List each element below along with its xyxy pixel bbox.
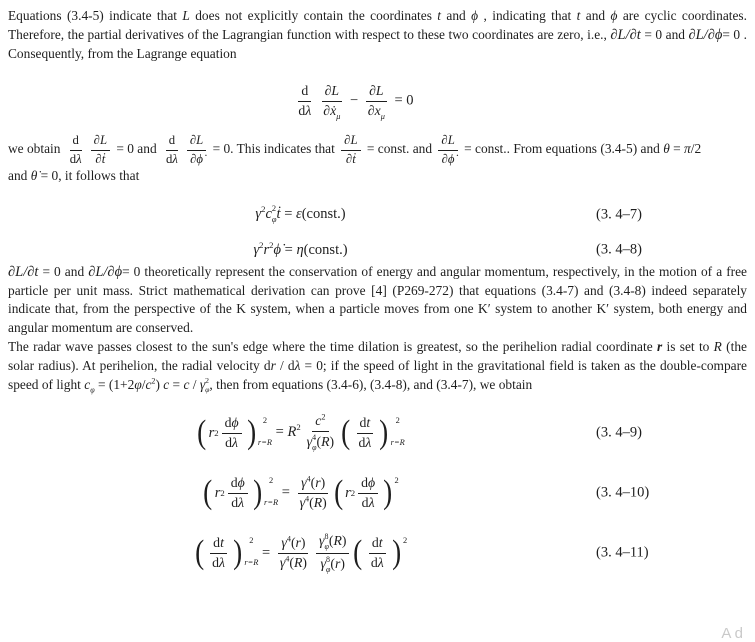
- paragraph-cyclic-coordinates: Equations (3.4-5) indicate that L does not explicitly contain the coordinates t and ϕ , indicating that t and ϕ are cyclic coordinates. Therefore, the partial derivatives of the Lagrangian function with respect to these two coordinates are zero, i.e., ∂L/∂t = 0 and ∂L/∂ϕ= 0 . Consequently, from the Lagrange equation: [8, 8, 747, 61]
- equation-3-4-9: [8, 407, 747, 459]
- paragraph-it-follows: and θ̇ = 0, it follows that: [8, 167, 140, 183]
- equation-label-3-4-11: (3. 4–11): [596, 544, 649, 561]
- equation-3-4-10-body: ( r 2 $\frac{d\phi}{d\lambda}$ ) 2 r=R = $\frac{\gamma^4(r)}{\gamma^4(R)}$ ( r 2 $\frac{d\phi}{d\lambda}$ ) 2: [203, 474, 399, 512]
- equation-3-4-8: [8, 237, 747, 263]
- equation-label-3-4-8: (3. 4–8): [596, 241, 642, 258]
- equation-3-4-7-body: $\gamma^2c$ 2 φ ṫ = ε(const.): [255, 204, 346, 224]
- paragraph-radar-wave: The radar wave passes closest to the sun's edge where the time dilation is greatest, so the perihelion radial coordinate r is set to R (the solar radius). At perihelion, the radial velocity dr / dλ = 0; if the speed of light in the gravitational field is taken as the double-compare speed of light $c_\varphi = (1+2\varphi/c^2) c = c / \gamma$ 2 φ , then from equations (3.4-6), (3.4-8), and (3.4-7), we obtain: [8, 338, 747, 395]
- equation-3-4-11-body: ( $\frac{dt}{d\lambda}$ ) 2 r=R = $\frac{\gamma^4(r)}{\gamma^4(R)}$ γ 8 φ (R) γ 8 φ (r) ( $\frac{dt}{d\lambda}$ ) 2: [194, 531, 408, 574]
- equation-3-4-8-body: $\gamma^2r^2\phi̇$ = η(const.): [253, 239, 348, 258]
- equation-3-4-11: [8, 527, 747, 579]
- page-corner-artifact: A d: [721, 625, 743, 642]
- equation-lagrange: [8, 79, 747, 123]
- equation-label-3-4-10: (3. 4–10): [596, 484, 650, 501]
- paragraph-conservation: ∂L/∂t = 0 and ∂L/∂ϕ= 0 theoretically represent the conservation of energy and angular momentum, respectively, in the motion of a free particle per unit mass. Strict mathematical derivation can prove [4] (P269-272) that equations (3.4-7) and (3.4-8) indeed separately indicate that, from the perspective of the K system, when a particle moves from one K′ system to another K′ system, both energy and angular momentum are conserved.: [8, 263, 747, 336]
- equation-3-4-9-body: ( r 2 $\frac{d\phi}{d\lambda}$ ) 2 r=R = $R^2$ $c^2$ γ 4 φ (R) ( $\frac{dt}{d\lambda}$ ) 2 r=R: [197, 412, 405, 452]
- equation-3-4-10: [8, 467, 747, 519]
- equation-3-4-7: [8, 202, 747, 228]
- equation-label-3-4-9: (3. 4–9): [596, 424, 642, 441]
- equation-lagrange-body: $\frac{d}{d\lambda}$ $\frac{\partial L}{\partial ẋ_\mu}$ − $\frac{\partial L}{\partial x_\mu}$ = 0: [298, 83, 414, 121]
- equation-label-3-4-7: (3. 4–7): [596, 206, 642, 223]
- paragraph-we-obtain: we obtain $\frac{d}{d\lambda}$ $\frac{\partial L}{\text{∂ṫ}}$ = 0 and $\frac{d}{d\lambda}$ $\frac{\partial L}{\partial\phi̇}$ = 0. This indicates that $\frac{\partial L}{\text{∂ṫ}}$ = const. and $\frac{\partial L}{\partial\phi̇}$ = const.. From equations (3.4-5) and θ = π/2: [8, 133, 702, 166]
